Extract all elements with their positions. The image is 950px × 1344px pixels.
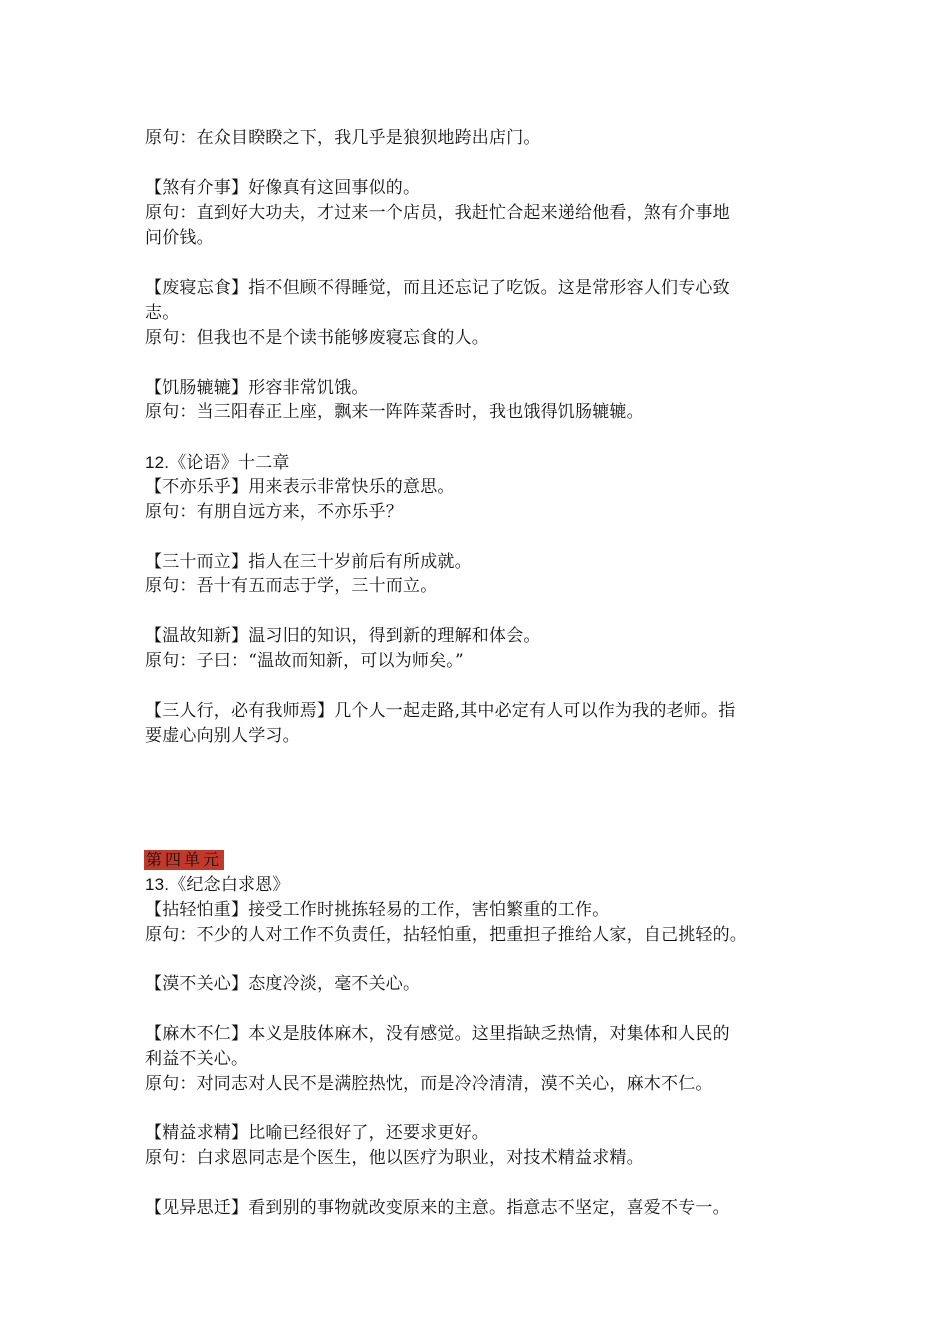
example-sentence: 原句：直到好大功夫，才过来一个店员，我赶忙合起来递给他看，煞有介事地 xyxy=(145,203,730,223)
idiom-definition: 【拈轻怕重】接受工作时挑拣轻易的工作，害怕繁重的工作。 xyxy=(145,900,610,920)
idiom-definition: 【见异思迁】看到别的事物就改变原来的主意。指意志不坚定，喜爱不专一。 xyxy=(145,1198,730,1218)
example-sentence: 原句：有朋自远方来，不亦乐乎？ xyxy=(145,502,403,522)
example-sentence: 原句：但我也不是个读书能够废寝忘食的人。 xyxy=(145,328,489,348)
idiom-definition: 【麻木不仁】本义是肢体麻木，没有感觉。这里指缺乏热情，对集体和人民的 xyxy=(145,1024,730,1044)
chapter-heading: 13.《纪念白求恩》 xyxy=(145,875,290,894)
idiom-definition: 【废寝忘食】指不但顾不得睡觉，而且还忘记了吃饭。这是常形容人们专心致 xyxy=(145,278,730,298)
example-sentence: 原句：在众目睽睽之下，我几乎是狼狈地跨出店门。 xyxy=(145,128,541,148)
idiom-definition-continued: 要虚心向别人学习。 xyxy=(145,726,300,746)
example-sentence-continued: 问价钱。 xyxy=(145,228,214,248)
idiom-definition: 【煞有介事】好像真有这回事似的。 xyxy=(145,178,421,198)
example-sentence: 原句：子曰：“温故而知新，可以为师矣。” xyxy=(145,651,464,671)
unit-badge: 第四单元 xyxy=(146,850,223,869)
idiom-definition: 【三十而立】指人在三十岁前后有所成就。 xyxy=(145,552,472,572)
example-sentence: 原句：白求恩同志是个医生，他以医疗为职业，对技术精益求精。 xyxy=(145,1148,644,1168)
example-sentence: 原句：不少的人对工作不负责任，拈轻怕重，把重担子推给人家，自己挑轻的。 xyxy=(145,925,747,945)
idiom-definition-continued: 志。 xyxy=(145,303,180,323)
example-sentence: 原句：对同志对人民不是满腔热忱，而是冷冷清清，漠不关心，麻木不仁。 xyxy=(145,1074,713,1094)
idiom-definition: 【饥肠辘辘】形容非常饥饿。 xyxy=(145,378,369,398)
example-sentence: 原句：吾十有五而志于学，三十而立。 xyxy=(145,576,438,596)
idiom-definition: 【温故知新】温习旧的知识，得到新的理解和体会。 xyxy=(145,626,541,646)
idiom-definition: 【漠不关心】态度冷淡，毫不关心。 xyxy=(145,974,421,994)
idiom-definition: 【不亦乐乎】用来表示非常快乐的意思。 xyxy=(145,477,455,497)
chapter-heading: 12.《论语》十二章 xyxy=(145,453,290,472)
example-sentence: 原句：当三阳春正上座，飘来一阵阵菜香时，我也饿得饥肠辘辘。 xyxy=(145,402,644,422)
idiom-definition-continued: 利益不关心。 xyxy=(145,1049,249,1069)
idiom-definition: 【三人行，必有我师焉】几个人一起走路,其中必定有人可以作为我的老师。指 xyxy=(145,701,736,721)
idiom-definition: 【精益求精】比喻已经很好了，还要求更好。 xyxy=(145,1123,489,1143)
